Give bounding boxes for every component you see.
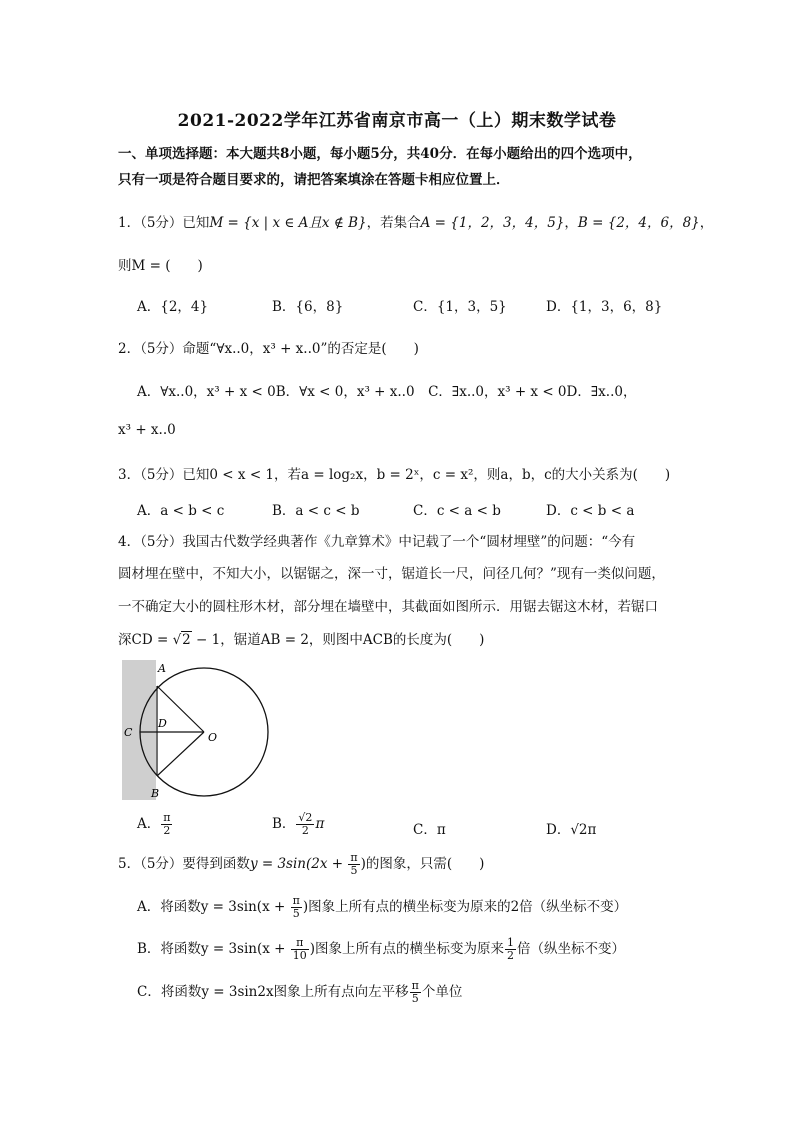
q4-option-b[interactable] bbox=[272, 812, 324, 837]
q5-opt-a-den: 5 bbox=[292, 907, 300, 920]
q4-line4-suffix: − 1，锯道AB = 2，则图中ACB的长度为( ) bbox=[191, 632, 485, 648]
q1-option-c[interactable]: C．{1，3，5} bbox=[413, 299, 507, 315]
question-2-stem: 2．（5分）命题“∀x..0，x³ + x..0”的否定是( ) bbox=[118, 341, 419, 357]
q5-stem-suffix: )的图象，只需( ) bbox=[360, 856, 485, 872]
q1-stem-mid: ，若集合 bbox=[366, 215, 421, 231]
q4-option-d[interactable]: D．√2π bbox=[546, 822, 597, 838]
label-b: B bbox=[151, 787, 160, 800]
label-d: D bbox=[158, 717, 167, 730]
q5-opt-c-num: π bbox=[411, 979, 419, 992]
q1-stem-prefix: 1．（5分）已知 bbox=[118, 215, 210, 231]
question-4-line-1: 4．（5分）我国古代数学经典著作《九章算术》中记载了一个“圆材埋壁”的问题：“今有 bbox=[118, 534, 636, 550]
question-3-stem: 3．（5分）已知0 < x < 1，若a = log₂x，b = 2ˣ，c = x²，则a，b，c的大小关系为( ) bbox=[118, 467, 671, 483]
q5-opt-c-den: 5 bbox=[411, 992, 419, 1005]
q5-opt-a-frac bbox=[291, 895, 302, 920]
q4-opt-a-frac bbox=[161, 812, 172, 837]
q1-option-a[interactable]: A．{2，4} bbox=[137, 299, 209, 315]
q5-option-b[interactable] bbox=[137, 937, 625, 962]
q4-opt-a-label: A． bbox=[137, 816, 161, 832]
q4-opt-b-tail: π bbox=[315, 816, 325, 832]
radius-ob bbox=[157, 732, 204, 776]
q5-opt-b-prefix: B．将函数y = 3sin(x + bbox=[137, 941, 290, 957]
q5-opt-b-frac bbox=[291, 937, 309, 962]
q5-stem-den: 5 bbox=[350, 864, 358, 877]
q5-opt-b-half-num: 1 bbox=[507, 936, 515, 949]
q5-opt-b-suffix: 倍（纵坐标不变） bbox=[517, 941, 626, 957]
q4-sqrt-value: 2 bbox=[182, 632, 191, 648]
q4-opt-a-den: 2 bbox=[163, 824, 171, 837]
q1-definition: M = {x | x ∈ A且x ∉ B} bbox=[209, 215, 367, 231]
q1-option-d[interactable]: D．{1，3，6，8} bbox=[546, 299, 663, 315]
q2-options-tail[interactable]: x³ + x..0 bbox=[118, 422, 176, 438]
q5-opt-b-mid: )图象上所有点的横坐标变为原来 bbox=[309, 941, 505, 957]
q3-option-c[interactable]: C．c < a < b bbox=[413, 503, 501, 519]
q4-line4-prefix: 深CD = bbox=[118, 632, 173, 648]
q5-option-c[interactable] bbox=[137, 980, 462, 1005]
q5-stem-func: y = 3sin(2x + bbox=[249, 856, 348, 872]
circle-wall-diagram bbox=[118, 656, 278, 806]
section-line-2: 只有一项是符合题目要求的，请把答案填涂在答题卡相应位置上． bbox=[118, 172, 510, 188]
q5-option-a[interactable] bbox=[137, 895, 627, 920]
section-line-1: 一、单项选择题：本大题共8小题，每小题5分，共40分．在每小题给出的四个选项中， bbox=[118, 146, 642, 162]
question-4-line-3: 一不确定大小的圆柱形木材，部分埋在墙壁中，其截面如图所示．用锯去锯这木材，若锯口 bbox=[118, 599, 658, 615]
q4-option-a[interactable] bbox=[137, 812, 173, 837]
question-1-stem: 1．（5分）已知M = {x | x ∈ A且x ∉ B}，若集合A = {1，2，3，4，5}，B = {2，4，6，8}， bbox=[118, 215, 714, 231]
q3-option-d[interactable]: D．c < b < a bbox=[546, 503, 635, 519]
q4-opt-a-num: π bbox=[163, 811, 171, 824]
q3-option-a[interactable]: A．a < b < c bbox=[137, 503, 225, 519]
label-c: C bbox=[124, 726, 133, 739]
section-heading bbox=[118, 141, 688, 193]
question-4-line-4: 深CD = √2 − 1，锯道AB = 2，则图中ACB的长度为( ) bbox=[118, 632, 485, 648]
q5-stem-num: π bbox=[350, 851, 358, 864]
q1-ask: 则M = ( ) bbox=[118, 258, 203, 274]
q5-opt-b-half bbox=[505, 937, 516, 962]
q2-options[interactable]: A．∀x..0，x³ + x < 0B．∀x < 0，x³ + x..0 C．∃x..0，x³ + x < 0D．∃x..0， bbox=[137, 384, 637, 400]
q1-set-b: B = {2，4，6，8} bbox=[577, 215, 700, 231]
question-4-line-2: 圆材埋在壁中，不知大小，以锯锯之，深一寸，锯道长一尺，问径几何？”现有一类似问题， bbox=[118, 566, 665, 582]
q5-stem-frac bbox=[348, 852, 359, 877]
q5-opt-b-half-den: 2 bbox=[507, 949, 515, 962]
label-a: A bbox=[158, 662, 166, 675]
label-o: O bbox=[208, 731, 218, 744]
q4-opt-b-frac bbox=[296, 812, 314, 837]
q5-opt-b-num: π bbox=[291, 937, 309, 950]
q5-opt-c-prefix: C．将函数y = 3sin2x图象上所有点向左平移 bbox=[137, 984, 409, 1000]
q5-opt-a-num: π bbox=[292, 894, 300, 907]
q4-opt-b-label: B． bbox=[272, 816, 296, 832]
q5-opt-a-prefix: A．将函数y = 3sin(x + bbox=[137, 899, 290, 915]
q5-stem-prefix: 5．（5分）要得到函数 bbox=[118, 856, 250, 872]
q4-option-c[interactable]: C．π bbox=[413, 822, 446, 838]
page-title: 2021-2022学年江苏省南京市高一（上）期末数学试卷 bbox=[177, 111, 617, 131]
q1-set-a: A = {1，2，3，4，5} bbox=[420, 215, 565, 231]
q3-option-b[interactable]: B．a < c < b bbox=[272, 503, 360, 519]
q4-opt-b-num: √2 bbox=[298, 811, 313, 824]
q1-option-b[interactable]: B．{6，8} bbox=[272, 299, 344, 315]
q5-opt-a-suffix: )图象上所有点的横坐标变为原来的2倍（纵坐标不变） bbox=[302, 899, 628, 915]
q4-opt-b-den: 2 bbox=[301, 824, 309, 837]
q5-opt-c-suffix: 个单位 bbox=[421, 984, 463, 1000]
question-5-stem bbox=[118, 852, 484, 877]
q5-opt-b-den: 10 bbox=[292, 949, 307, 962]
q5-opt-c-frac bbox=[410, 980, 421, 1005]
